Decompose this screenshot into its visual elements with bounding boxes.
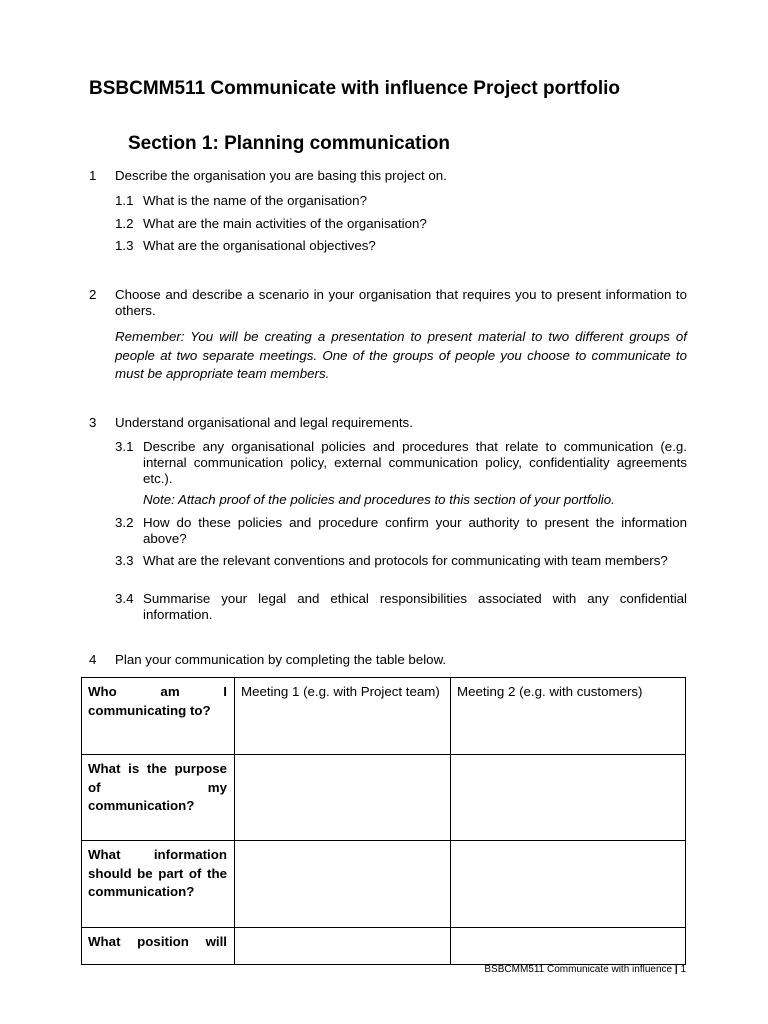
table-row <box>82 755 686 841</box>
footer-separator: | <box>674 964 678 975</box>
row-label: Who am I <box>88 684 227 699</box>
meeting-1-cell[interactable] <box>235 678 451 755</box>
subquestion-number: 3.3 <box>115 553 134 568</box>
remember-note: Remember: You will be creating a presentation to present material to two different groups of people at two separate meetings. One of the groups of people you choose to communicate to must be appropriate team members. <box>115 329 687 381</box>
row-label: What information should be part of the communication? <box>88 847 227 899</box>
meeting-2-cell[interactable] <box>451 928 686 965</box>
subquestion-number: 1.3 <box>115 238 134 253</box>
section-title: Section 1: Planning communication <box>128 133 450 154</box>
communication-plan-table <box>81 677 686 965</box>
question-number: 2 <box>89 287 97 302</box>
subquestion-text: What are the main activities of the organisation? <box>143 216 427 231</box>
row-label: communicating to? <box>88 702 211 718</box>
question-number: 3 <box>89 415 97 430</box>
subquestion-number: 3.2 <box>115 515 134 530</box>
footer-text: BSBCMM511 Communicate with influence <box>484 964 673 975</box>
question-number: 4 <box>89 652 97 667</box>
document-title: BSBCMM511 Communicate with influence Project portfolio <box>89 78 621 99</box>
question-text: Understand organisational and legal requirements. <box>115 415 413 430</box>
subquestion-text: What are the relevant conventions and protocols for communicating with team members? <box>143 553 668 568</box>
row-label: What position will <box>88 934 227 949</box>
subquestion-number: 1.1 <box>115 193 134 208</box>
subquestion-text: What is the name of the organisation? <box>143 193 367 208</box>
meeting-1-cell[interactable] <box>235 755 451 841</box>
meeting-2-header: Meeting 2 (e.g. with customers) <box>457 684 643 699</box>
page-footer <box>484 964 686 975</box>
subquestion-number: 1.2 <box>115 216 134 231</box>
subquestion-number: 3.4 <box>115 591 134 606</box>
question-number: 1 <box>89 168 97 183</box>
row-label-cell <box>82 678 235 755</box>
meeting-2-cell[interactable] <box>451 755 686 841</box>
question-text: Plan your communication by completing the table below. <box>115 652 447 667</box>
table-row <box>82 928 686 965</box>
meeting-2-cell[interactable] <box>451 678 686 755</box>
question-text: Describe the organisation you are basing this project on. <box>115 168 447 183</box>
policy-note: Note: Attach proof of the policies and procedures to this section of your portfolio. <box>143 492 615 507</box>
row-label: What is the purpose of my communication? <box>88 761 227 813</box>
question-text: Choose and describe a scenario in your organisation that requires you to present information to others. <box>115 287 687 318</box>
meeting-1-cell[interactable] <box>235 928 451 965</box>
row-label-cell <box>82 928 235 965</box>
subquestion-text: What are the organisational objectives? <box>143 238 376 253</box>
subquestion-text: Describe any organisational policies and procedures that relate to communication (e.g. internal communication policy, external communication policy, confidentiality agreements etc.). <box>143 439 687 486</box>
subquestion-text: Summarise your legal and ethical responsibilities associated with any confidential information. <box>143 591 687 622</box>
page-number: 1 <box>680 964 686 975</box>
meeting-1-cell[interactable] <box>235 841 451 928</box>
meeting-2-cell[interactable] <box>451 841 686 928</box>
subquestion-number: 3.1 <box>115 439 134 454</box>
table-row <box>82 841 686 928</box>
subquestion-text: How do these policies and procedure confirm your authority to present the information above? <box>143 515 687 546</box>
row-label-cell <box>82 841 235 928</box>
meeting-1-header: Meeting 1 (e.g. with Project team) <box>241 684 440 699</box>
row-label-cell <box>82 755 235 841</box>
table-row <box>82 678 686 755</box>
